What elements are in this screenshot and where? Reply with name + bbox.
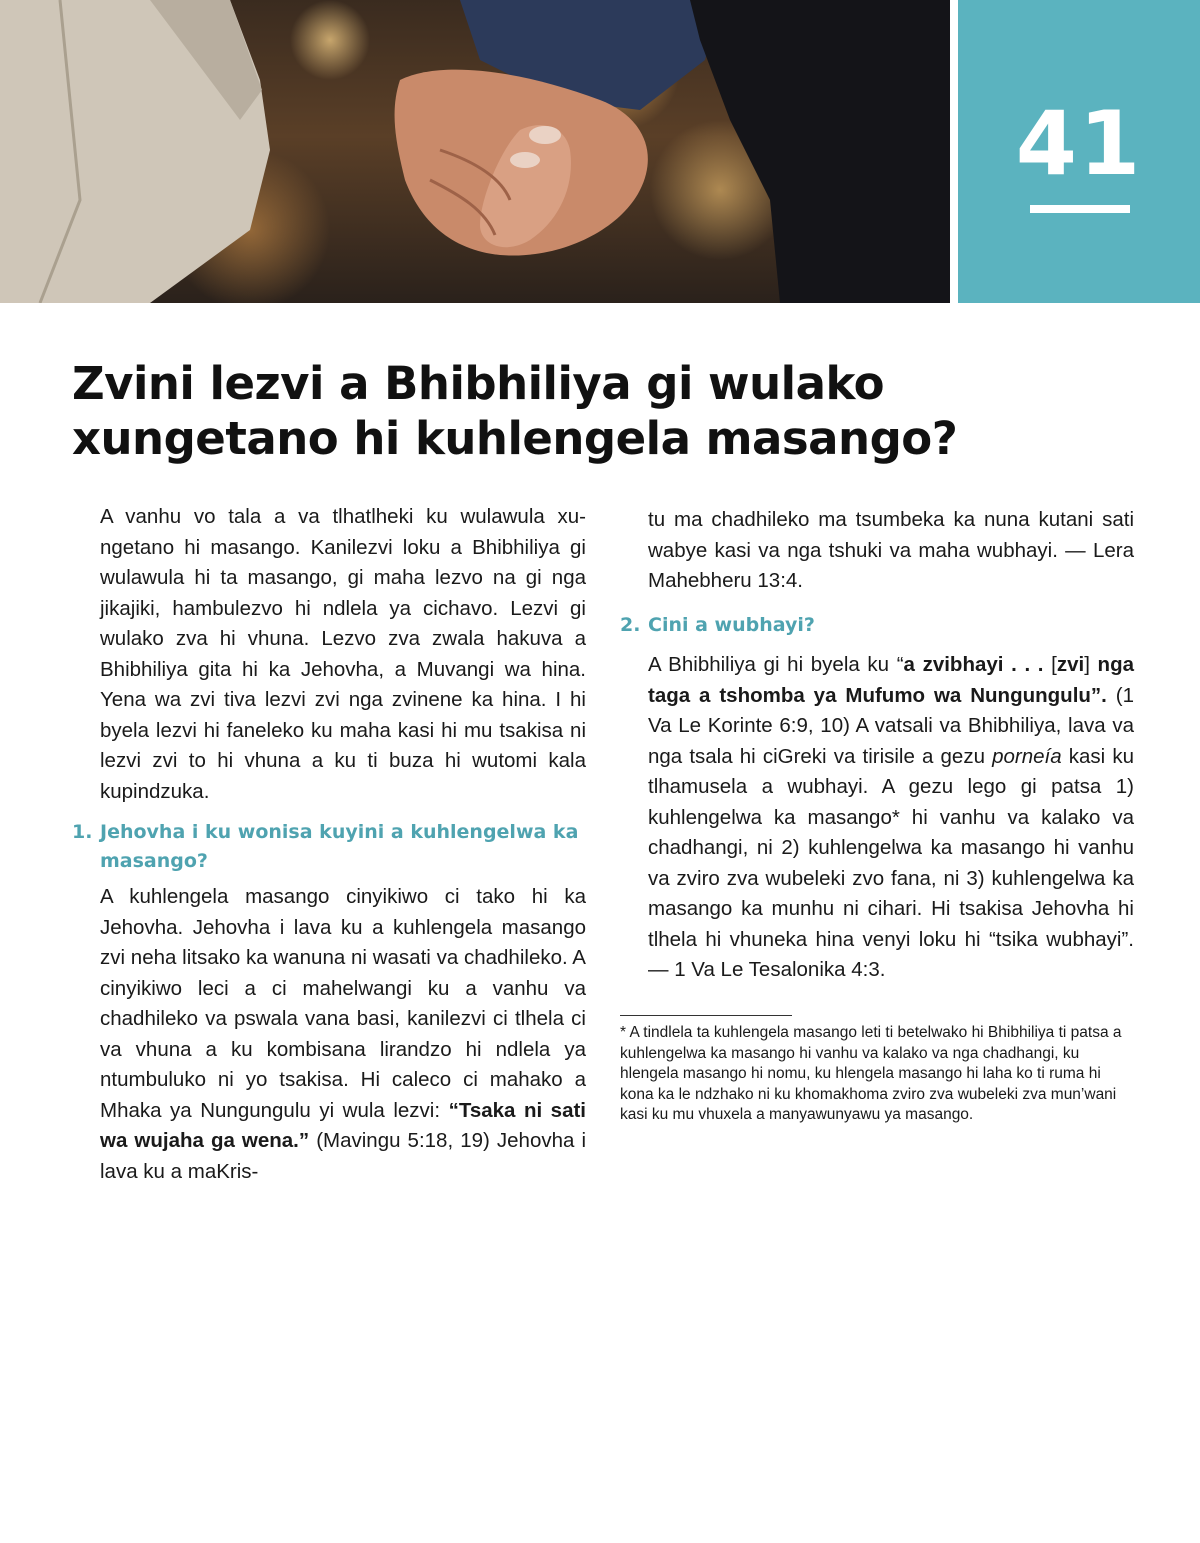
answer-2-column [648, 650, 1134, 986]
question-2-number: 2. [620, 614, 641, 636]
answer-2-bracket-open: [ [1051, 653, 1057, 676]
answer-2-text-c: kasi ku tlhamusela a wubhayi. A gezu lego gi patsa 1) kuhlengelwa ka masango* [648, 744, 1134, 829]
answer-1-text-a: A kuhlengela masango cinyikiwo ci tako hi ka Jehovha. Jehovha i lava ku a kuhlengela masango zvi neha litsako ka wanuna ni wasati va chadhileko. A cinyikiwo leci a ci mahelwangi ku a vanhu va chadhileko va pswala vana basi, kanilezvi ci tlhela ci va vhuna a ku kombisana lirandzo hi ndlela ya ntumbuluko ni yo tsakisa. Hi caleco ci mahako a Mhaka ya Nungungulu yi wula lezvi: [100, 885, 586, 1122]
answer-1-column [100, 882, 586, 1187]
lesson-number-box [958, 0, 1200, 303]
answer-1-paragraph [100, 882, 586, 1187]
intro-column [100, 502, 586, 807]
question-2-text: Cini a wubhayi? [648, 614, 815, 636]
answer-2-quote-a: a zvibhayi . . . [903, 653, 1052, 676]
answer-2-paragraph [648, 650, 1134, 986]
answer-1-text-b: (Mavingu 5:18, 19) Jehovha i lava ku a maKris- [100, 1129, 587, 1183]
footnote: * A tindlela ta kuhlengela masango leti ti betelwako hi Bhibhiliya ti patsa a kuhlengelwa ka masango hi vanhu va kalako va nga chadhangi, ku hlengela masango hi nomu, ku hlengela masango hi laha ko ti ruma hi kona ka le ndzhako ni ku khomakhoma zviro zva wubeleki zva mun’wani kasi ku mu vhuxela a manyawunyawu ya masango. [620, 1024, 1122, 1123]
lesson-number: 41 [1015, 92, 1143, 195]
question-1-heading [72, 818, 592, 876]
lesson-number-underline [1030, 205, 1130, 213]
answer-2-text-d: hi vanhu va kalako va chadhangi, ni 2) kuhlengelwa ka masango hi vanhu va zviro zva wubeleki zvo fana, ni 3) kuhlengelwa ka masango ka munhu ni cihari. Hi tsakisa Jehovha hi tlhela hi vhuneka hina venyi loku hi “tsika wubhayi”. — 1 Va Le Tesalonika 4:3. [648, 805, 1134, 981]
footnote-divider [620, 1015, 792, 1016]
answer-2-quote-mid: zvi [1056, 653, 1085, 676]
hero-photo [0, 0, 950, 303]
intro-paragraph: A vanhu vo tala a va tlhatlheki ku wulawula xungetano hi masango. Kanilezvi loku a Bhibhiliya gi wulawula hi ta masango, gi maha lezvo na gi nga jikajiki, hambulezvo hi ndlela ya cichavo. Lezvi gi wulako zva hi vhuna. Lezvo zva zwala hakuva a Bhibhiliya gita hi ka Jehovha, a Muvangi wa hina. Yena wa zvi tiva lezvi zvi nga zvinene ka hina. I hi byela lezvi hi faneleko ku maha kasi hi mu tsakisa ni lezvi zvi to hi vhuna a ku ti buza hi wutomi kala kupindzuka. [100, 505, 586, 803]
answer-2-bracket-close: ] [1084, 653, 1090, 676]
answer-1-continuation-paragraph: tu ma chadhileko ma tsumbeka ka nuna kutani sati wabye kasi va nga tshuki va maha wubhayi. — Lera Mahebheru 13:4. [648, 508, 1134, 592]
answer-2-quote-b: nga taga a tshomba ya Mufumo wa Nungungulu”. [648, 653, 1134, 707]
answer-1-quote: “Tsaka ni sati wa wujaha ga wena.” [100, 1098, 587, 1152]
answer-2-text-a: A Bhibhiliya gi hi byela ku “ [648, 653, 904, 676]
page-title: Zvini lezvi a Bhibhiliya gi wulako xungetano hi kuhlengela masango? [72, 357, 958, 465]
question-1-text: Jehovha i ku wonisa kuyini a kuhlengelwa ka masango? [100, 821, 579, 872]
question-2-heading [620, 611, 1130, 640]
answer-2-greek-word: porneía [992, 744, 1062, 768]
answer-2-text-b: (1 Va Le Korinte 6:9, 10) A vatsali va Bhibhiliya, lava va nga tsala hi ciGreki va tirisile a gezu [648, 683, 1134, 768]
holding-hands-illustration [0, 0, 950, 303]
answer-1-continuation [648, 505, 1134, 597]
question-1-number: 1. [72, 821, 93, 843]
